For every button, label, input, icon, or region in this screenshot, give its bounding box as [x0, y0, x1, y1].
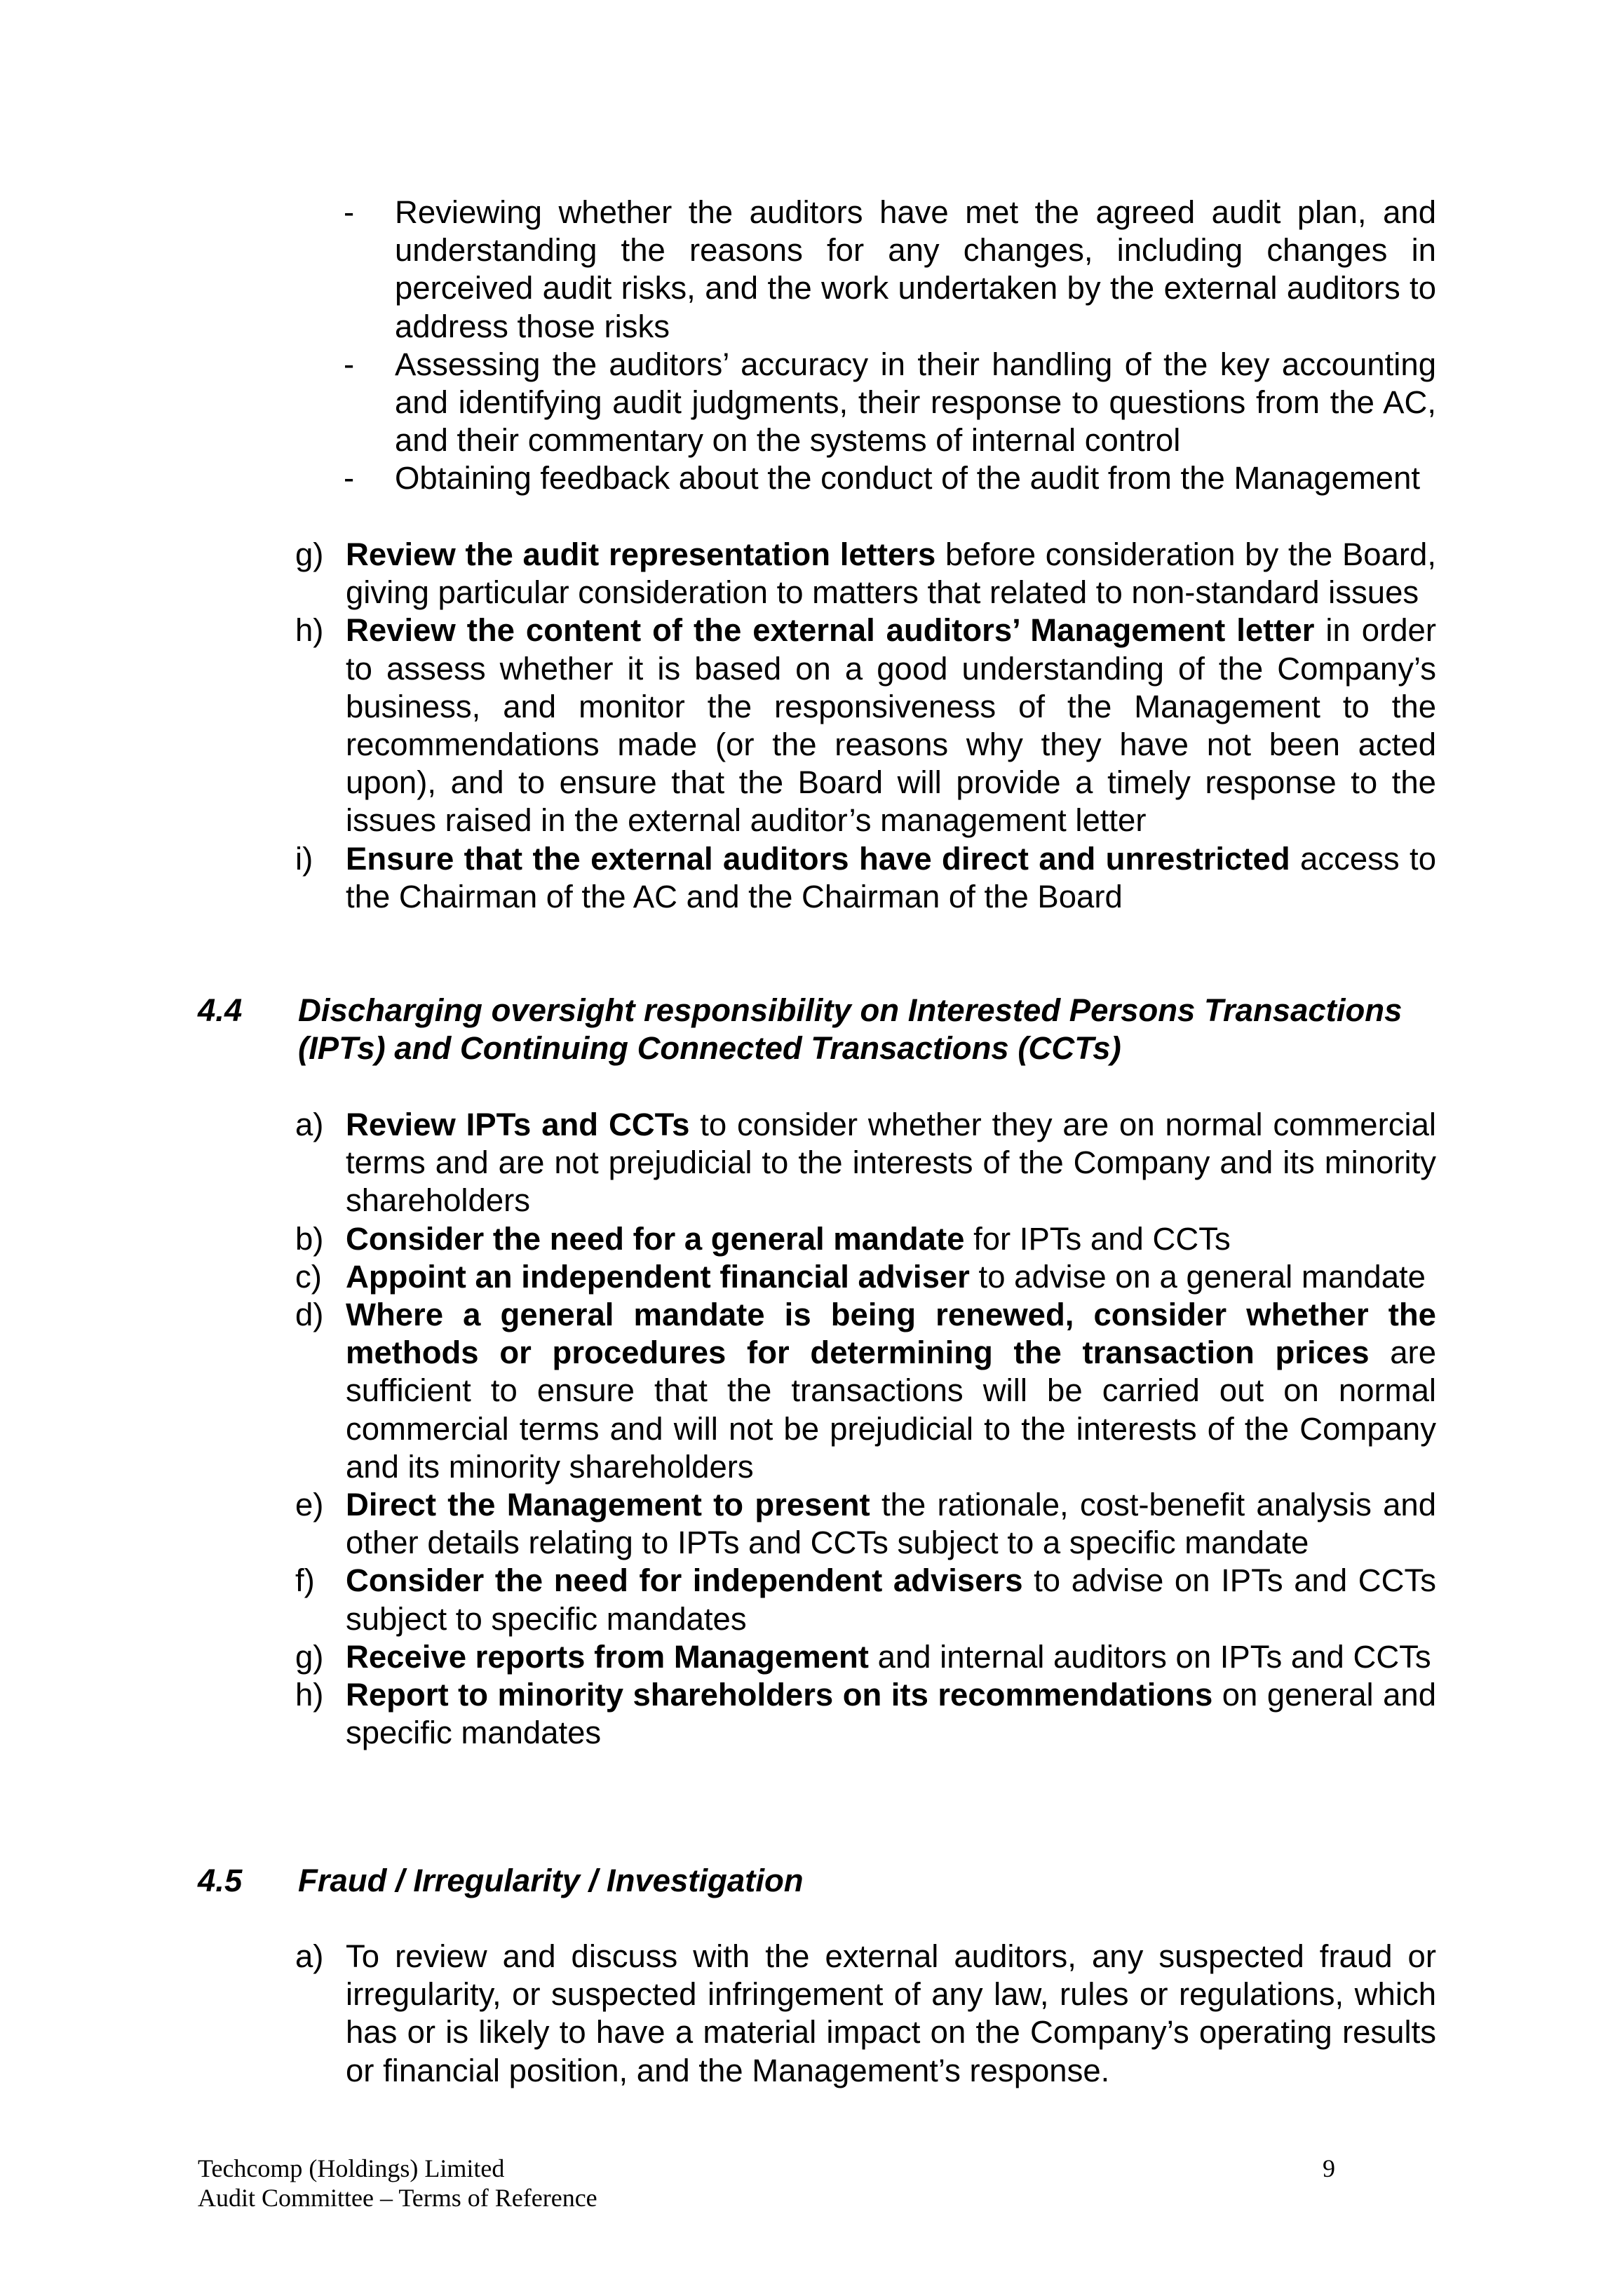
item-marker: i) — [295, 840, 313, 877]
item-list-4-5 — [0, 1938, 1622, 2090]
item-rest-text: are sufficient to ensure that the transactions will be carried out on normal commercial terms and will not be prejudicial to the interests of the Company and its minority shareholders — [346, 1335, 1437, 1485]
item-rest-text: and internal auditors on IPTs and CCTs — [868, 1638, 1431, 1675]
item-marker: b) — [295, 1220, 324, 1257]
page-footer — [198, 2154, 1439, 2213]
list-item — [0, 1296, 1622, 1486]
item-marker: a) — [295, 1938, 324, 1974]
section-title: Discharging oversight responsibility on Interested Persons Transactions (IPTs) and Continuing Connected Transactions (CCTs) — [298, 992, 1403, 1067]
item-text — [346, 1296, 1436, 1486]
item-rest-text: to advise on IPTs and CCTs subject to specific mandates — [346, 1562, 1436, 1637]
item-rest-text: to advise on a general mandate — [969, 1258, 1426, 1295]
item-rest-text: on general and specific mandates — [346, 1677, 1437, 1751]
dash-marker: - — [344, 460, 355, 497]
item-list-4-4 — [0, 1106, 1622, 1752]
item-list-4-3 — [0, 536, 1622, 916]
list-item — [0, 840, 1622, 916]
item-bold-text: Ensure that the external auditors have direct and unrestricted — [346, 840, 1290, 877]
page-number: 9 — [1323, 2154, 1335, 2182]
item-marker: h) — [295, 1677, 324, 1713]
footer-company: Techcomp (Holdings) Limited — [198, 2154, 505, 2182]
item-marker: e) — [295, 1487, 324, 1523]
item-text — [346, 1486, 1436, 1562]
item-bold-text: Review the content of the external auditors’ Management letter — [346, 612, 1315, 649]
item-bold-text: Receive reports from Management — [346, 1638, 869, 1675]
item-marker: d) — [295, 1297, 324, 1333]
item-text — [346, 536, 1436, 612]
list-item — [0, 1938, 1622, 2090]
item-text — [346, 1676, 1436, 1752]
dash-item-text: Reviewing whether the auditors have met the agreed audit plan, and understanding the reasons for any changes, including changes in perceived audit risks, and the work undertaken by the external auditors to address those risks — [395, 194, 1436, 344]
item-text — [346, 1106, 1436, 1220]
item-bold-text: Report to minority shareholders on its recommendations — [346, 1677, 1213, 1713]
item-rest-text: To review and discuss with the external auditors, any suspected fraud or irregularity, or suspected infringement of any law, rules or regulations, which has or is likely to have a material impact on the Company’s operating results or financial position, and the Management’s response. — [346, 1938, 1436, 2088]
list-item — [0, 1562, 1622, 1637]
section-title: Fraud / Irregularity / Investigation — [298, 1863, 804, 1898]
list-item — [0, 1676, 1622, 1752]
item-marker: g) — [295, 536, 324, 572]
item-rest-text: to consider whether they are on normal commercial terms and are not prejudicial to the interests of the Company and its minority shareholders — [346, 1107, 1436, 1219]
dash-item — [0, 194, 1622, 346]
item-bold-text: Appoint an independent financial adviser — [346, 1258, 970, 1295]
dash-item-text: Assessing the auditors’ accuracy in their handling of the key accounting and identifying audit judgments, their response to questions from the AC, and their commentary on the systems of internal control — [395, 346, 1436, 459]
item-bold-text: Direct the Management to present — [346, 1487, 870, 1523]
item-rest-text: before consideration by the Board, giving particular consideration to matters that related to non-standard issues — [346, 536, 1436, 611]
item-marker: c) — [295, 1258, 322, 1295]
item-text — [346, 840, 1436, 916]
section-number: 4.5 — [198, 1863, 243, 1898]
dash-item — [0, 459, 1622, 497]
item-marker: a) — [295, 1107, 324, 1142]
item-bold-text: Consider the need for independent advisers — [346, 1562, 1023, 1599]
item-bold-text: Consider the need for a general mandate — [346, 1220, 965, 1257]
item-text — [346, 1938, 1436, 2090]
section-heading-4-5 — [0, 1862, 1622, 1900]
dash-item — [0, 346, 1622, 460]
item-text — [346, 1638, 1436, 1676]
list-item — [0, 612, 1622, 839]
item-marker: h) — [295, 612, 324, 649]
item-text — [346, 612, 1436, 839]
list-item — [0, 1486, 1622, 1562]
dash-marker: - — [344, 194, 355, 230]
list-item — [0, 1106, 1622, 1220]
dash-item-text: Obtaining feedback about the conduct of the audit from the Management — [395, 460, 1421, 497]
list-item — [0, 1258, 1622, 1296]
item-text — [346, 1220, 1436, 1258]
section-heading-4-4 — [0, 992, 1622, 1067]
item-rest-text: in order to assess whether it is based on a good understanding of the Company’s business, and monitor the responsiveness of the Management to the recommendations made (or the reasons why they have not been acted upon), and to ensure that the Board will provide a timely response to the issues raised in the external auditor’s management letter — [346, 612, 1436, 839]
footer-document-title: Audit Committee – Terms of Reference — [198, 2184, 597, 2212]
item-marker: f) — [295, 1562, 315, 1599]
item-rest-text: the rationale, cost-benefit analysis and other details relating to IPTs and CCTs subject to a specific mandate — [346, 1487, 1437, 1561]
dash-marker: - — [344, 346, 355, 382]
list-item — [0, 1220, 1622, 1258]
item-rest-text: access to the Chairman of the AC and the Chairman of the Board — [346, 840, 1436, 914]
item-bold-text: Review IPTs and CCTs — [346, 1107, 690, 1142]
item-bold-text: Where a general mandate is being renewed, consider whether the methods or procedures for determining the transaction prices — [346, 1297, 1436, 1371]
list-item — [0, 536, 1622, 612]
dash-list — [0, 194, 1622, 498]
item-text — [346, 1258, 1436, 1296]
item-text — [346, 1562, 1436, 1637]
section-number: 4.4 — [198, 992, 243, 1028]
item-bold-text: Review the audit representation letters — [346, 536, 936, 572]
item-rest-text: for IPTs and CCTs — [964, 1220, 1231, 1257]
item-marker: g) — [295, 1638, 324, 1675]
list-item — [0, 1638, 1622, 1676]
